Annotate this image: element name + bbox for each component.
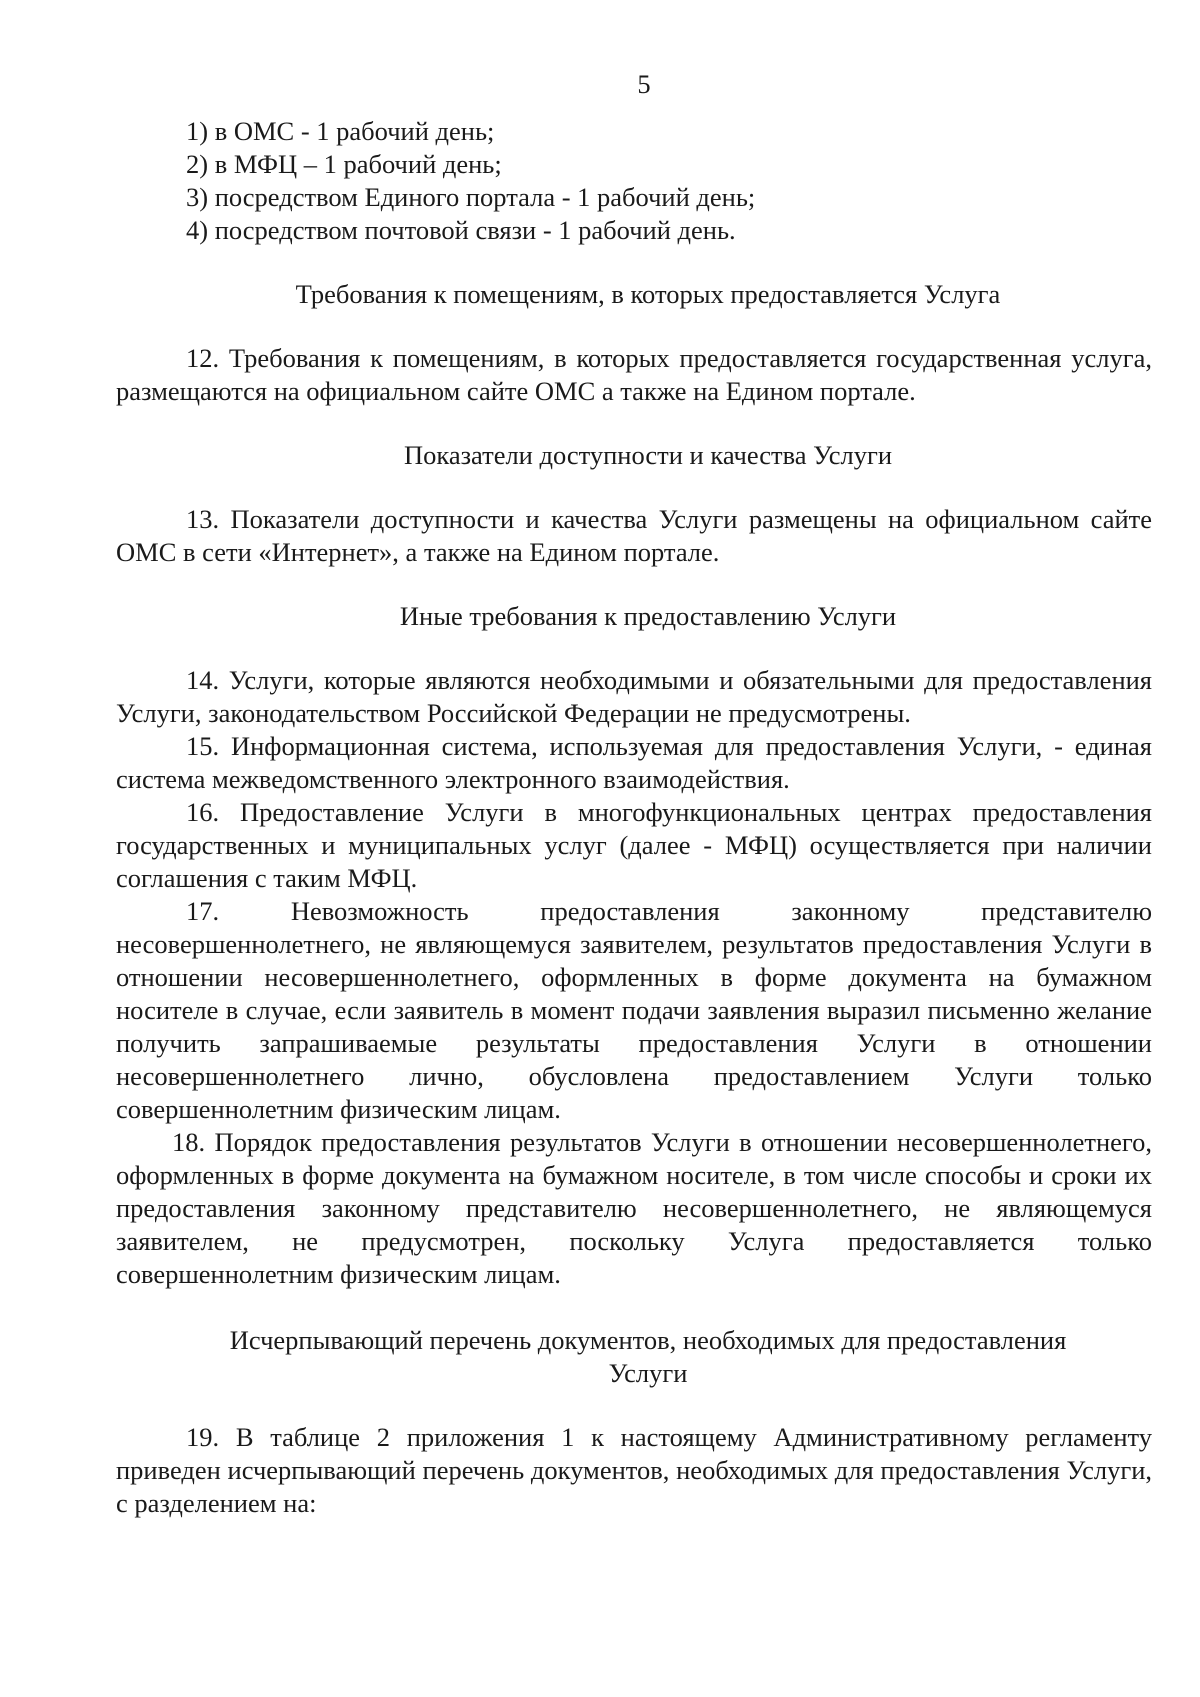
section-heading-documents-line2: Услуги xyxy=(608,1358,688,1388)
paragraph-16: 16. Предоставление Услуги в многофункциональных центрах предоставления государственных и муниципальных услуг (далее - МФЦ) осуществляется при наличии соглашения с таким МФЦ. xyxy=(116,797,1152,893)
list-item: 2) в МФЦ – 1 рабочий день; xyxy=(186,149,502,179)
list-item: 1) в ОМС - 1 рабочий день; xyxy=(186,116,495,146)
paragraph-19: 19. В таблице 2 приложения 1 к настоящему Административному регламенту приведен исчерпывающий перечень документов, необходимых для предоставления Услуги, с разделением на: xyxy=(116,1422,1152,1518)
list-item: 3) посредством Единого портала - 1 рабочий день; xyxy=(186,182,756,212)
list-item: 4) посредством почтовой связи - 1 рабочий день. xyxy=(186,215,736,245)
paragraph-13: 13. Показатели доступности и качества Услуги размещены на официальном сайте ОМС в сети «Интернет», а также на Едином портале. xyxy=(116,504,1152,567)
term-list xyxy=(116,115,1152,247)
document-page xyxy=(116,68,1152,1520)
paragraph-17: 17. Невозможность предоставления законному представителю несовершеннолетнего, не являющемуся заявителем, результатов предоставления Услуги в отношении несовершеннолетнего, оформленных в форме документа на бумажном носителе в случае, если заявитель в момент подачи заявления выразил письменно желание получить запрашиваемые результаты предоставления Услуги в отношении несовершеннолетнего лично, обусловлена предоставлением Услуги только совершеннолетним физическим лицам. xyxy=(116,896,1152,1124)
section-heading-documents-line1: Исчерпывающий перечень документов, необходимых для предоставления xyxy=(229,1325,1067,1355)
page-number: 5 xyxy=(637,69,651,99)
paragraph-12: 12. Требования к помещениям, в которых предоставляется государственная услуга, размещаются на официальном сайте ОМС а также на Едином портале. xyxy=(116,343,1152,406)
paragraph-18: 18. Порядок предоставления результатов Услуги в отношении несовершеннолетнего, оформленных в форме документа на бумажном носителе, в том числе способы и сроки их предоставления законному представителю несовершеннолетнего, не являющемуся заявителем, не предусмотрен, поскольку Услуга предоставляется только совершеннолетним физическим лицам. xyxy=(116,1127,1152,1289)
section-heading-documents xyxy=(116,1324,1152,1390)
section-heading-premises: Требования к помещениям, в которых предоставляется Услуга xyxy=(295,279,1001,309)
paragraph-14: 14. Услуги, которые являются необходимыми и обязательными для предоставления Услуги, законодательством Российской Федерации не предусмотрены. xyxy=(116,665,1152,728)
paragraph-15: 15. Информационная система, используемая для предоставления Услуги, - единая система межведомственного электронного взаимодействия. xyxy=(116,731,1152,794)
section-heading-accessibility: Показатели доступности и качества Услуги xyxy=(403,440,893,470)
section-heading-other-requirements: Иные требования к предоставлению Услуги xyxy=(399,601,897,631)
